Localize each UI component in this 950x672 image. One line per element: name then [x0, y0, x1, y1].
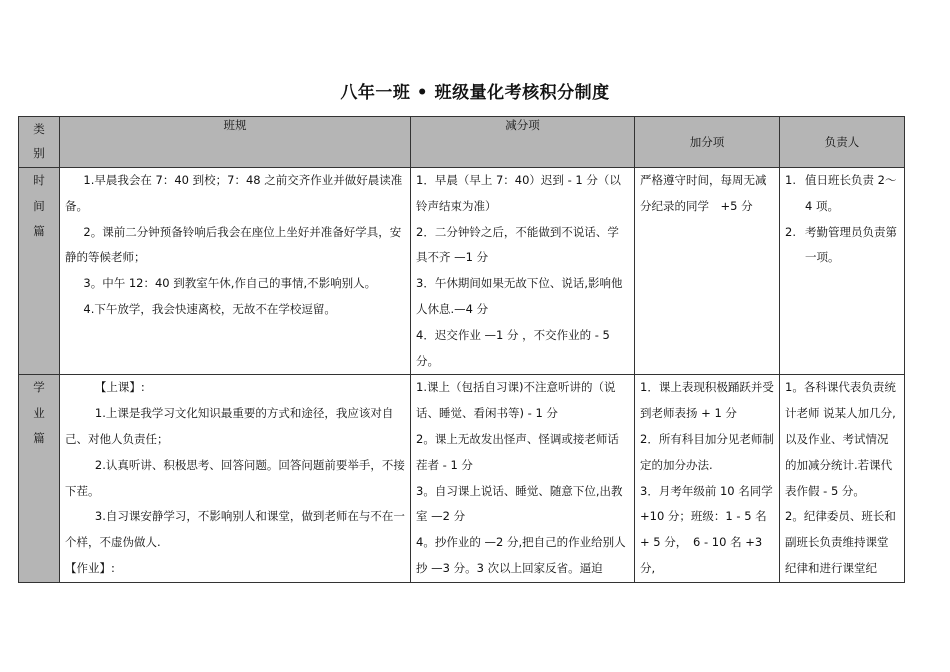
deduct-item: 1．早晨（早上 7：40）迟到 - 1 分（以铃声结束为准） [416, 173, 621, 213]
deduct-item: 4．迟交作业 —1 分 ，不交作业的 - 5 分。 [416, 327, 610, 368]
rule-section-heading: 【上课】: [94, 380, 145, 395]
responsible-cell-time [780, 168, 905, 375]
category-char: 间 [33, 198, 45, 213]
document-title: 八年一班 • 班级量化考核积分制度 [340, 83, 610, 103]
header-category [19, 117, 60, 168]
rule-item: 3。中午 12：40 到教室午休,作自己的事情,不影响别人。 [83, 276, 377, 291]
responsible-item-text: 值日班长负责 2～4 项。 [805, 173, 897, 213]
bonus-cell-time [635, 168, 780, 375]
header-responsible: 负责人 [780, 117, 905, 168]
rules-cell-study [60, 375, 411, 583]
bonus-item: 3．月考年级前 10 名同学+10 分；班级：1 - 5 名 + 5 分， 6 - 10 名 +3 分, [640, 483, 773, 575]
deduct-item: 2。课上无故发出怪声、怪调或接老师话茬者 - 1 分 [416, 431, 619, 472]
deduct-item: 3。自习课上说话、睡觉、随意下位,出教室 —2 分 [416, 483, 623, 524]
header-bonus: 加分项 [635, 117, 780, 168]
bonus-item: 严格遵守时间，每周无减分纪录的同学 +5 分 [640, 173, 767, 213]
deduct-cell-time [411, 168, 635, 375]
responsible-item [785, 168, 899, 220]
table-row-time [19, 168, 905, 375]
rule-item: 1.早晨我会在 7：40 到校；7：48 之前交齐作业并做好晨读准备。 [65, 173, 403, 213]
category-char: 篇 [33, 431, 45, 446]
responsible-item: 2。纪律委员、班长和副班长负责维持课堂纪律和进行课堂纪 [785, 509, 896, 575]
header-row [19, 117, 905, 168]
category-cell-time [19, 168, 60, 375]
rule-section-heading: 【作业】: [65, 560, 115, 575]
responsible-item-number: 2. [785, 224, 796, 239]
deduct-item: 4。抄作业的 —2 分,把自己的作业给别人抄 —3 分。3 次以上回家反省。逼迫 [416, 535, 626, 575]
bonus-cell-study [635, 375, 780, 583]
rule-item: 2。课前二分钟预备铃响后我会在座位上坐好并准备好学具，安静的等候老师； [65, 224, 402, 265]
responsible-item [785, 220, 899, 272]
score-table [18, 116, 905, 583]
category-char: 篇 [33, 224, 45, 238]
category-cell-study [19, 375, 60, 583]
bonus-item: 1．课上表现积极踊跃并受到老师表扬 + 1 分 [640, 380, 774, 421]
deduct-item: 1.课上（包括自习课)不注意听讲的（说话、睡觉、看闲书等) - 1 分 [416, 380, 616, 421]
rule-item: 2.认真听讲、积极思考、回答问题。回答问题前要举手，不接下茬。 [65, 457, 405, 498]
responsible-item-text: 考勤管理员负责第一项。 [805, 224, 897, 265]
bonus-item: 2．所有科目加分见老师制定的加分办法. [640, 431, 774, 472]
category-char: 时 [33, 173, 45, 187]
table-row-study [19, 375, 905, 583]
responsible-item: 1。各科课代表负责统计老师 说某人加几分,以及作业、考试情况的加减分统计.若课代表作假 - 5 分。 [785, 380, 896, 498]
rule-item: 1.上课是我学习文化知识最重要的方式和途径，我应该对自己、对他人负责任； [65, 406, 394, 446]
rules-cell-time [60, 168, 411, 375]
rule-item: 4.下午放学，我会快速离校，无故不在学校逗留。 [83, 301, 336, 316]
category-char: 业 [33, 405, 45, 420]
rule-item: 3.自习课安静学习，不影响别人和课堂，做到老师在与不在一个样，不虚伪做人. [65, 509, 405, 550]
deduct-item: 2．二分钟铃之后，不能做到不说话、学具不齐 —1 分 [416, 224, 619, 265]
category-char: 学 [33, 380, 45, 395]
header-rules: 班规 [60, 117, 411, 168]
header-deduct: 减分项 [411, 117, 635, 168]
responsible-cell-study [780, 375, 905, 583]
responsible-item-number: 1. [785, 173, 796, 187]
header-category-char: 类 [33, 122, 45, 136]
deduct-item: 3．午休期间如果无故下位、说话,影响他人休息.—4 分 [416, 276, 623, 316]
deduct-cell-study [411, 375, 635, 583]
header-category-char: 别 [33, 146, 45, 160]
